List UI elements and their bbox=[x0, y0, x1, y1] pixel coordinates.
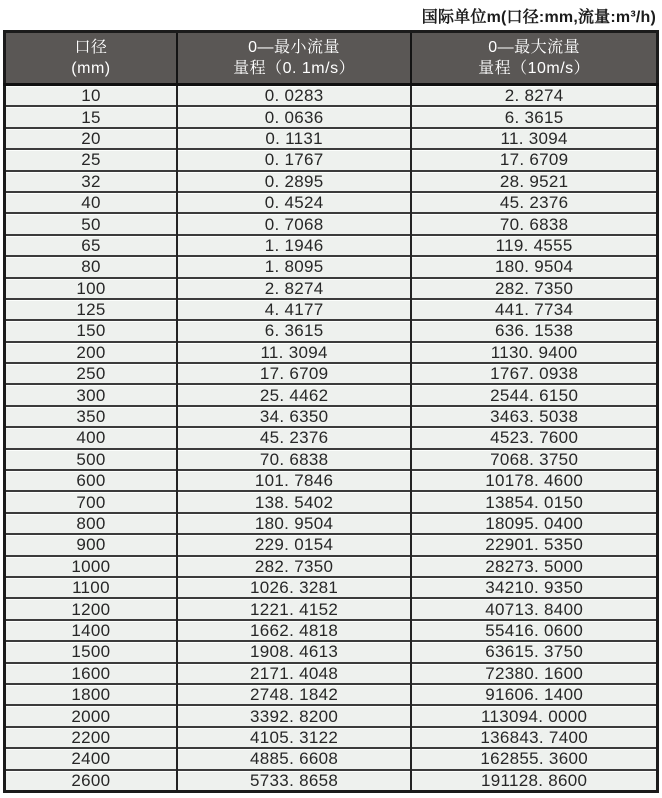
table-row bbox=[5, 727, 658, 748]
cell-diameter: 2600 bbox=[5, 770, 177, 792]
cell-min-flow: 1026. 3281 bbox=[177, 577, 411, 598]
flow-range-table bbox=[3, 30, 659, 793]
cell-min-flow: 70. 6838 bbox=[177, 449, 411, 470]
cell-min-flow: 2. 8274 bbox=[177, 278, 411, 299]
table-title: 国际单位m(口径:mm,流量:m³/h) bbox=[421, 8, 656, 26]
table-row bbox=[5, 171, 658, 192]
cell-min-flow: 11. 3094 bbox=[177, 342, 411, 363]
table-row bbox=[5, 85, 658, 107]
cell-min-flow: 4885. 6608 bbox=[177, 748, 411, 769]
cell-min-flow: 282. 7350 bbox=[177, 556, 411, 577]
table-row bbox=[5, 149, 658, 170]
cell-max-flow: 162855. 3600 bbox=[411, 748, 657, 769]
cell-diameter: 65 bbox=[5, 235, 177, 256]
header-min-flow-line1: 0—最小流量 bbox=[248, 39, 341, 56]
cell-diameter: 200 bbox=[5, 342, 177, 363]
header-diameter-line2: (mm) bbox=[71, 60, 111, 77]
cell-diameter: 1200 bbox=[5, 598, 177, 619]
table-row bbox=[5, 684, 658, 705]
cell-diameter: 2000 bbox=[5, 705, 177, 726]
cell-min-flow: 5733. 8658 bbox=[177, 770, 411, 792]
column-header-max-flow bbox=[411, 32, 657, 85]
header-max-flow-line1: 0—最大流量 bbox=[488, 39, 581, 56]
cell-min-flow: 4. 4177 bbox=[177, 299, 411, 320]
cell-max-flow: 7068. 3750 bbox=[411, 449, 657, 470]
table-row bbox=[5, 770, 658, 792]
cell-min-flow: 1221. 4152 bbox=[177, 598, 411, 619]
cell-min-flow: 25. 4462 bbox=[177, 384, 411, 405]
header-row bbox=[5, 32, 658, 85]
cell-max-flow: 180. 9504 bbox=[411, 256, 657, 277]
cell-min-flow: 6. 3615 bbox=[177, 320, 411, 341]
cell-diameter: 1600 bbox=[5, 663, 177, 684]
cell-max-flow: 22901. 5350 bbox=[411, 534, 657, 555]
cell-min-flow: 1662. 4818 bbox=[177, 620, 411, 641]
cell-max-flow: 13854. 0150 bbox=[411, 491, 657, 512]
cell-max-flow: 136843. 7400 bbox=[411, 727, 657, 748]
cell-min-flow: 0. 7068 bbox=[177, 213, 411, 234]
cell-diameter: 50 bbox=[5, 213, 177, 234]
cell-min-flow: 0. 0283 bbox=[177, 85, 411, 107]
cell-max-flow: 45. 2376 bbox=[411, 192, 657, 213]
cell-diameter: 40 bbox=[5, 192, 177, 213]
cell-diameter: 2200 bbox=[5, 727, 177, 748]
cell-min-flow: 1. 1946 bbox=[177, 235, 411, 256]
cell-min-flow: 101. 7846 bbox=[177, 470, 411, 491]
table-row bbox=[5, 384, 658, 405]
cell-diameter: 20 bbox=[5, 128, 177, 149]
cell-diameter: 250 bbox=[5, 363, 177, 384]
cell-diameter: 150 bbox=[5, 320, 177, 341]
cell-max-flow: 6. 3615 bbox=[411, 106, 657, 127]
cell-diameter: 32 bbox=[5, 171, 177, 192]
cell-max-flow: 282. 7350 bbox=[411, 278, 657, 299]
cell-min-flow: 1908. 4613 bbox=[177, 641, 411, 662]
cell-max-flow: 11. 3094 bbox=[411, 128, 657, 149]
cell-min-flow: 0. 1767 bbox=[177, 149, 411, 170]
cell-diameter: 10 bbox=[5, 85, 177, 107]
cell-diameter: 1800 bbox=[5, 684, 177, 705]
cell-min-flow: 2748. 1842 bbox=[177, 684, 411, 705]
cell-max-flow: 17. 6709 bbox=[411, 149, 657, 170]
cell-diameter: 1100 bbox=[5, 577, 177, 598]
table-row bbox=[5, 106, 658, 127]
table-row bbox=[5, 556, 658, 577]
cell-diameter: 25 bbox=[5, 149, 177, 170]
table-row bbox=[5, 213, 658, 234]
cell-max-flow: 34210. 9350 bbox=[411, 577, 657, 598]
cell-max-flow: 72380. 1600 bbox=[411, 663, 657, 684]
cell-max-flow: 18095. 0400 bbox=[411, 513, 657, 534]
table-row bbox=[5, 363, 658, 384]
cell-min-flow: 2171. 4048 bbox=[177, 663, 411, 684]
table-row bbox=[5, 256, 658, 277]
cell-diameter: 1500 bbox=[5, 641, 177, 662]
cell-diameter: 1400 bbox=[5, 620, 177, 641]
cell-diameter: 800 bbox=[5, 513, 177, 534]
cell-max-flow: 2. 8274 bbox=[411, 85, 657, 107]
cell-diameter: 2400 bbox=[5, 748, 177, 769]
cell-max-flow: 63615. 3750 bbox=[411, 641, 657, 662]
cell-min-flow: 180. 9504 bbox=[177, 513, 411, 534]
cell-max-flow: 1767. 0938 bbox=[411, 363, 657, 384]
table-row bbox=[5, 513, 658, 534]
cell-max-flow: 3463. 5038 bbox=[411, 406, 657, 427]
cell-diameter: 900 bbox=[5, 534, 177, 555]
cell-max-flow: 70. 6838 bbox=[411, 213, 657, 234]
cell-max-flow: 10178. 4600 bbox=[411, 470, 657, 491]
cell-max-flow: 40713. 8400 bbox=[411, 598, 657, 619]
cell-diameter: 500 bbox=[5, 449, 177, 470]
cell-diameter: 600 bbox=[5, 470, 177, 491]
cell-max-flow: 441. 7734 bbox=[411, 299, 657, 320]
cell-min-flow: 4105. 3122 bbox=[177, 727, 411, 748]
table-row bbox=[5, 748, 658, 769]
cell-min-flow: 229. 0154 bbox=[177, 534, 411, 555]
table-row bbox=[5, 342, 658, 363]
cell-diameter: 80 bbox=[5, 256, 177, 277]
cell-min-flow: 1. 8095 bbox=[177, 256, 411, 277]
cell-max-flow: 28273. 5000 bbox=[411, 556, 657, 577]
cell-diameter: 400 bbox=[5, 427, 177, 448]
column-header-diameter bbox=[5, 32, 177, 85]
cell-max-flow: 113094. 0000 bbox=[411, 705, 657, 726]
cell-max-flow: 119. 4555 bbox=[411, 235, 657, 256]
cell-min-flow: 0. 2895 bbox=[177, 171, 411, 192]
cell-diameter: 300 bbox=[5, 384, 177, 405]
cell-max-flow: 28. 9521 bbox=[411, 171, 657, 192]
table-row bbox=[5, 470, 658, 491]
table-row bbox=[5, 449, 658, 470]
cell-diameter: 700 bbox=[5, 491, 177, 512]
header-min-flow-line2: 量程（0. 1m/s） bbox=[233, 60, 356, 77]
table-row bbox=[5, 663, 658, 684]
cell-diameter: 350 bbox=[5, 406, 177, 427]
cell-max-flow: 1130. 9400 bbox=[411, 342, 657, 363]
cell-max-flow: 4523. 7600 bbox=[411, 427, 657, 448]
table-row bbox=[5, 534, 658, 555]
table-row bbox=[5, 598, 658, 619]
table-row bbox=[5, 278, 658, 299]
table-row bbox=[5, 620, 658, 641]
title-bar bbox=[0, 0, 662, 30]
table-row bbox=[5, 320, 658, 341]
column-header-min-flow bbox=[177, 32, 411, 85]
table-row bbox=[5, 491, 658, 512]
table-row bbox=[5, 192, 658, 213]
table-row bbox=[5, 427, 658, 448]
cell-max-flow: 191128. 8600 bbox=[411, 770, 657, 792]
cell-max-flow: 91606. 1400 bbox=[411, 684, 657, 705]
table-body bbox=[5, 85, 658, 792]
table-row bbox=[5, 577, 658, 598]
table-row bbox=[5, 299, 658, 320]
table-row bbox=[5, 128, 658, 149]
cell-min-flow: 34. 6350 bbox=[177, 406, 411, 427]
cell-min-flow: 138. 5402 bbox=[177, 491, 411, 512]
header-diameter-line1: 口径 bbox=[74, 39, 108, 56]
header-max-flow-line2: 量程（10m/s） bbox=[478, 60, 591, 77]
table-row bbox=[5, 641, 658, 662]
cell-min-flow: 0. 4524 bbox=[177, 192, 411, 213]
cell-max-flow: 2544. 6150 bbox=[411, 384, 657, 405]
cell-min-flow: 3392. 8200 bbox=[177, 705, 411, 726]
cell-min-flow: 45. 2376 bbox=[177, 427, 411, 448]
cell-max-flow: 55416. 0600 bbox=[411, 620, 657, 641]
cell-diameter: 15 bbox=[5, 106, 177, 127]
table-row bbox=[5, 705, 658, 726]
table-row bbox=[5, 235, 658, 256]
cell-min-flow: 17. 6709 bbox=[177, 363, 411, 384]
cell-diameter: 1000 bbox=[5, 556, 177, 577]
cell-diameter: 100 bbox=[5, 278, 177, 299]
cell-diameter: 125 bbox=[5, 299, 177, 320]
cell-min-flow: 0. 0636 bbox=[177, 106, 411, 127]
table-row bbox=[5, 406, 658, 427]
cell-min-flow: 0. 1131 bbox=[177, 128, 411, 149]
cell-max-flow: 636. 1538 bbox=[411, 320, 657, 341]
